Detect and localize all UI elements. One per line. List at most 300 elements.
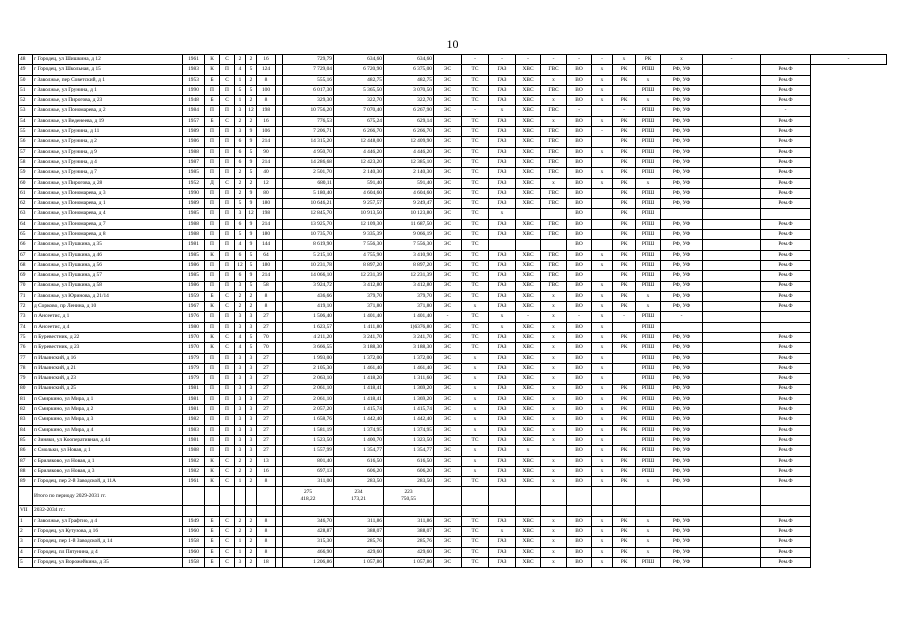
table-cell: Рем.Ф — [761, 157, 811, 167]
table-cell: x — [592, 281, 613, 291]
table-row — [19, 446, 887, 456]
table-cell: РФ, УФ — [661, 291, 703, 301]
table-cell: К — [205, 302, 220, 312]
table-cell: 13 925,70 — [283, 219, 334, 229]
table-cell: П — [220, 209, 235, 219]
table-cell — [592, 240, 613, 250]
table-cell: 12 231,39 — [334, 271, 384, 281]
table-cell: г Заволжье, ул Пономарева, д 4 — [33, 209, 183, 219]
table-cell — [276, 557, 283, 567]
table-cell: П — [220, 384, 235, 394]
table-cell: ГАЗ — [489, 537, 516, 547]
table-cell: ХВС — [516, 85, 541, 95]
table-cell: ЭС — [434, 405, 462, 415]
table-cell: 1982 — [183, 456, 205, 466]
table-cell: Б — [205, 547, 220, 557]
table-cell: РФ, УФ — [661, 394, 703, 404]
table-cell: 77 — [19, 353, 33, 363]
table-cell: 1958 — [183, 557, 205, 567]
table-cell: x — [489, 209, 516, 219]
table-cell: ХВС — [516, 374, 541, 384]
table-cell: x — [636, 537, 661, 547]
table-cell: 1989 — [183, 199, 205, 209]
table-cell: ХВС — [516, 435, 541, 445]
table-row — [19, 291, 887, 301]
table-cell: ЭС — [434, 260, 462, 270]
table-cell: - — [613, 106, 636, 116]
table-row — [19, 96, 887, 106]
table-cell: x — [462, 466, 489, 476]
table-cell: ЭС — [434, 333, 462, 343]
table-cell: x — [462, 302, 489, 312]
table-cell: РФ, УФ — [661, 65, 703, 75]
table-cell: 1952 — [183, 178, 205, 188]
table-cell: 80 — [257, 188, 276, 198]
table-cell: 1980 — [183, 322, 205, 332]
table-cell: РПШ — [636, 446, 661, 456]
table-cell: 1 581,19 — [283, 425, 334, 435]
table-cell: РК — [613, 157, 636, 167]
table-cell — [276, 209, 283, 219]
table-cell — [703, 188, 761, 198]
table-cell — [703, 168, 761, 178]
table-cell: ХВС — [516, 281, 541, 291]
table-cell: 5 — [246, 260, 257, 270]
table-cell — [703, 446, 761, 456]
table-cell: ЭС — [434, 415, 462, 425]
table-cell: 6 — [235, 271, 246, 281]
table-cell: 13 — [257, 456, 276, 466]
table-cell: ВО — [567, 537, 592, 547]
table-cell: 3 — [235, 435, 246, 445]
table-row — [19, 322, 887, 332]
table-cell: п Буревестник, д 22 — [33, 333, 183, 343]
table-cell: РФ, УФ — [661, 456, 703, 466]
table-cell: 85 — [19, 435, 33, 445]
table-cell: РК — [613, 230, 636, 240]
table-cell: 1 323,50 — [384, 435, 434, 445]
table-cell: 1960 — [183, 527, 205, 537]
table-cell: x — [636, 75, 661, 85]
table-cell: 14 286,68 — [283, 157, 334, 167]
table-cell: РФ, УФ — [661, 281, 703, 291]
table-cell — [703, 178, 761, 188]
table-cell: 58 — [257, 281, 276, 291]
table-cell: 4 — [235, 240, 246, 250]
table-cell: ЭС — [434, 65, 462, 75]
table-cell: 9 — [246, 127, 257, 137]
table-cell: Рем.Ф — [761, 178, 811, 188]
table-row — [19, 219, 887, 229]
table-cell: 1986 — [183, 281, 205, 291]
table-body-period — [19, 516, 887, 567]
table-cell — [613, 353, 636, 363]
table-cell: ХВС — [516, 65, 541, 75]
table-cell: - — [592, 127, 613, 137]
table-cell: РК — [613, 425, 636, 435]
table-cell: 12 — [235, 260, 246, 270]
table-cell: - — [516, 55, 541, 65]
table-cell: 27 — [257, 322, 276, 332]
table-cell: 10 735,70 — [283, 230, 334, 240]
table-cell: ГАЗ — [489, 353, 516, 363]
table-cell: 2 — [246, 291, 257, 301]
table-cell: 55 — [19, 127, 33, 137]
table-cell: 86 — [19, 446, 33, 456]
table-cell: С — [220, 516, 235, 526]
table-cell: 3 — [246, 425, 257, 435]
table-cell: x — [592, 415, 613, 425]
table-row — [19, 384, 887, 394]
table-cell: п Смиркино, ул Мира, д 4 — [33, 425, 183, 435]
table-cell: x — [541, 178, 567, 188]
table-cell: Рем.Ф — [761, 333, 811, 343]
table-cell: 2 — [235, 456, 246, 466]
table-cell — [703, 250, 761, 260]
table-cell: РПШ — [636, 137, 661, 147]
table-cell — [703, 240, 761, 250]
table-cell: Рем.Ф — [761, 65, 811, 75]
table-cell: РК — [613, 384, 636, 394]
table-cell: ТС — [462, 322, 489, 332]
table-cell: 3 — [235, 209, 246, 219]
table-cell: 482,75 — [384, 75, 434, 85]
table-cell: 2 — [235, 466, 246, 476]
table-cell: 3 188,30 — [334, 343, 384, 353]
table-cell — [592, 219, 613, 229]
table-cell: 1984 — [183, 106, 205, 116]
table-cell: ХВС — [516, 322, 541, 332]
table-cell: г Заволжье, ул Грунина, д 1 — [33, 85, 183, 95]
table-cell: РПШ — [636, 322, 661, 332]
table-cell: РФ, УФ — [661, 333, 703, 343]
table-cell: РК — [613, 557, 636, 567]
table-cell: ВО — [567, 209, 592, 219]
table-cell: Рем.Ф — [761, 374, 811, 384]
table-cell: x — [592, 466, 613, 476]
table-cell — [703, 527, 761, 537]
table-cell: 9 — [246, 230, 257, 240]
table-cell: ХВС — [516, 219, 541, 229]
table-cell — [541, 446, 567, 456]
table-cell: Рем.Ф — [761, 363, 811, 373]
table-cell: 428,87 — [283, 527, 334, 537]
table-cell — [703, 85, 761, 95]
table-cell: x — [592, 516, 613, 526]
table-cell: ВО — [567, 147, 592, 157]
table-cell: ТС — [462, 250, 489, 260]
table-cell: 1987 — [183, 157, 205, 167]
table-cell: ГВС — [541, 219, 567, 229]
table-cell: 214 — [257, 271, 276, 281]
table-cell: ТС — [462, 219, 489, 229]
table-cell: ГВС — [541, 271, 567, 281]
table-cell: ХВС — [516, 178, 541, 188]
table-cell — [703, 456, 761, 466]
total-value-1: 275 418,22 — [283, 487, 334, 506]
table-cell: ЭС — [434, 96, 462, 106]
table-cell: ЭС — [434, 157, 462, 167]
table-cell: ВО — [567, 527, 592, 537]
table-cell: С — [220, 456, 235, 466]
table-cell: x — [489, 322, 516, 332]
table-cell: Рем.Ф — [761, 537, 811, 547]
table-cell: Рем.Ф — [761, 96, 811, 106]
table-cell: 388,07 — [384, 527, 434, 537]
table-cell — [592, 188, 613, 198]
table-cell: П — [220, 188, 235, 198]
table-cell: ВО — [567, 157, 592, 167]
table-cell: п Смиркино, ул Мира, д 3 — [33, 415, 183, 425]
table-cell: РФ, УФ — [661, 477, 703, 487]
table-cell: 2 — [246, 55, 257, 65]
table-cell: 6 267,90 — [384, 106, 434, 116]
table-cell — [703, 302, 761, 312]
table-cell: П — [220, 85, 235, 95]
table-cell — [703, 96, 761, 106]
table-cell: П — [220, 271, 235, 281]
table-cell — [761, 312, 811, 322]
table-cell — [276, 527, 283, 537]
table-cell: ХВС — [516, 106, 541, 116]
table-cell: 12 231,39 — [384, 271, 434, 281]
table-cell: п Ильинский, д 23 — [33, 374, 183, 384]
table-cell: x — [592, 65, 613, 75]
table-cell: Рем.Ф — [761, 250, 811, 260]
table-cell: 5 — [235, 230, 246, 240]
table-cell: РФ, УФ — [661, 302, 703, 312]
table-cell: 7 070,40 — [334, 106, 384, 116]
table-cell: ХВС — [516, 250, 541, 260]
table-cell: 12 — [246, 106, 257, 116]
table-cell: ВО — [567, 271, 592, 281]
table-cell — [276, 178, 283, 188]
table-cell: 50 — [19, 75, 33, 85]
table-cell: Рем.Ф — [761, 456, 811, 466]
table-cell: 1 372,00 — [334, 353, 384, 363]
table-cell: ЭС — [434, 374, 462, 384]
table-cell: РК — [613, 291, 636, 301]
table-cell: x — [462, 446, 489, 456]
table-cell: x — [592, 557, 613, 567]
table-cell: 3 — [246, 353, 257, 363]
table-cell: Рем.Ф — [761, 547, 811, 557]
table-cell: Рем.Ф — [761, 557, 811, 567]
table-cell: П — [220, 394, 235, 404]
table-cell: 1 374,95 — [334, 425, 384, 435]
table-cell: 1 415,74 — [334, 405, 384, 415]
table-cell: г Заволжье, ул Грунина, д 11 — [33, 127, 183, 137]
table-cell: 16 — [257, 466, 276, 476]
table-cell: x — [592, 477, 613, 487]
table-cell: x — [541, 302, 567, 312]
table-cell: 2 — [246, 302, 257, 312]
table-cell: ТС — [462, 209, 489, 219]
table-cell: ВО — [567, 199, 592, 209]
table-cell: П — [205, 384, 220, 394]
table-cell: г Городец, пл Пятунина, д 4 — [33, 547, 183, 557]
table-cell: 1 411,80 — [334, 322, 384, 332]
table-cell: ХВС — [516, 137, 541, 147]
table-cell: x — [541, 456, 567, 466]
table-cell: - — [516, 312, 541, 322]
table-cell — [703, 199, 761, 209]
table-cell: x — [541, 435, 567, 445]
table-cell: г Заволжье, ул Пономарева, д 1 — [33, 199, 183, 209]
table-cell — [276, 322, 283, 332]
table-cell: ЭС — [434, 353, 462, 363]
table-cell: РФ, УФ — [661, 343, 703, 353]
table-cell: 801,40 — [283, 456, 334, 466]
table-cell: С — [220, 333, 235, 343]
table-cell: ХВС — [516, 516, 541, 526]
table-cell: 3 — [235, 322, 246, 332]
table-cell: 1 374,95 — [384, 425, 434, 435]
table-cell: ЭС — [434, 137, 462, 147]
table-cell: ТС — [462, 116, 489, 126]
table-cell: 1983 — [183, 65, 205, 75]
table-cell: ВО — [567, 65, 592, 75]
table-cell: ВО — [567, 260, 592, 270]
table-cell — [592, 230, 613, 240]
table-cell: x — [592, 384, 613, 394]
table-cell: x — [592, 322, 613, 332]
table-row — [19, 333, 887, 343]
table-cell — [703, 137, 761, 147]
table-cell: 3 — [235, 374, 246, 384]
table-cell: 8 — [257, 547, 276, 557]
table-cell: 1957 — [183, 116, 205, 126]
table-cell: 6 375,00 — [384, 65, 434, 75]
table-cell: 776,53 — [283, 116, 334, 126]
table-cell: П — [220, 230, 235, 240]
table-cell: 12 385,10 — [384, 157, 434, 167]
table-cell: 5 — [246, 281, 257, 291]
table-cell: 82 — [19, 405, 33, 415]
table-cell: Рем.Ф — [761, 477, 811, 487]
table-cell: ГАЗ — [489, 363, 516, 373]
table-cell: 1948 — [183, 96, 205, 106]
table-cell: - — [761, 106, 811, 116]
table-cell: - — [703, 55, 761, 65]
table-cell: 58 — [19, 157, 33, 167]
table-cell: РК — [613, 188, 636, 198]
table-cell: ХВС — [516, 537, 541, 547]
table-cell: 1967 — [183, 302, 205, 312]
table-cell: 322,70 — [384, 96, 434, 106]
table-cell: 2 — [235, 516, 246, 526]
table-cell: П — [205, 425, 220, 435]
table-cell: п Ильинский, д 21 — [33, 363, 183, 373]
table-cell: ВО — [567, 250, 592, 260]
table-cell — [276, 456, 283, 466]
table-cell: ГАЗ — [489, 168, 516, 178]
table-cell: x — [592, 312, 613, 322]
table-cell: 2 — [246, 116, 257, 126]
table-cell — [276, 157, 283, 167]
table-cell: 1960 — [183, 547, 205, 557]
table-cell: x — [541, 116, 567, 126]
table-cell: ЭС — [434, 343, 462, 353]
table-cell: - — [811, 55, 887, 65]
table-cell: РК — [613, 415, 636, 425]
table-cell: 482,75 — [334, 75, 384, 85]
table-cell: 83 — [19, 415, 33, 425]
table-cell: ТС — [462, 291, 489, 301]
table-cell: 79 — [19, 374, 33, 384]
table-cell: 65 — [19, 230, 33, 240]
table-cell: x — [613, 55, 636, 65]
table-cell: г Заволжье, ул Грунина, д 2 — [33, 137, 183, 147]
table-cell: РФ, УФ — [661, 85, 703, 95]
table-cell: 729,79 — [283, 55, 334, 65]
table-cell: 1990 — [183, 188, 205, 198]
table-cell: П — [220, 312, 235, 322]
table-cell: П — [220, 106, 235, 116]
table-cell: 78 — [19, 363, 33, 373]
table-cell: 1 — [19, 516, 33, 526]
table-cell: 5 — [246, 333, 257, 343]
table-cell: ТС — [462, 271, 489, 281]
table-cell: РФ, УФ — [661, 157, 703, 167]
table-cell: 5 — [246, 65, 257, 75]
table-cell: 2 140,30 — [384, 168, 434, 178]
table-cell: ХВС — [516, 333, 541, 343]
table-cell: РПШ — [636, 240, 661, 250]
table-cell: - — [661, 312, 703, 322]
table-cell: 9 335,39 — [334, 230, 384, 240]
table-cell: Рем.Ф — [761, 75, 811, 85]
table-cell: ЭС — [434, 557, 462, 567]
table-cell: РФ, УФ — [661, 219, 703, 229]
table-cell: ХВС — [516, 456, 541, 466]
table-cell: РФ, УФ — [661, 516, 703, 526]
table-cell: ВО — [567, 333, 592, 343]
table-cell: x — [592, 547, 613, 557]
table-cell: РПШ — [636, 157, 661, 167]
table-cell — [661, 322, 703, 332]
table-cell: 1 206,86 — [283, 557, 334, 567]
table-cell: 214 — [257, 137, 276, 147]
table-cell — [276, 343, 283, 353]
table-cell: ГВС — [541, 230, 567, 240]
table-cell: x — [541, 374, 567, 384]
table-cell: К — [205, 250, 220, 260]
table-cell: 1979 — [183, 363, 205, 373]
table-cell: 81 — [19, 394, 33, 404]
table-cell: С — [220, 547, 235, 557]
table-cell — [276, 219, 283, 229]
table-cell: Рем.Ф — [761, 219, 811, 229]
table-cell: ВО — [567, 137, 592, 147]
table-cell: 5 — [246, 343, 257, 353]
table-cell: x — [489, 106, 516, 116]
table-cell: ЭС — [434, 547, 462, 557]
table-cell: РК — [613, 199, 636, 209]
table-row — [19, 312, 887, 322]
table-cell: РФ, УФ — [661, 384, 703, 394]
table-cell: - — [567, 312, 592, 322]
table-cell: 311,86 — [384, 516, 434, 526]
table-row — [19, 75, 887, 85]
table-cell: 1 418,41 — [334, 384, 384, 394]
table-cell: 52 — [19, 96, 33, 106]
table-cell: ЭС — [434, 516, 462, 526]
table-cell: 419,10 — [283, 302, 334, 312]
table-cell: x — [592, 363, 613, 373]
table-cell: РК — [613, 65, 636, 75]
table-row — [19, 537, 887, 547]
